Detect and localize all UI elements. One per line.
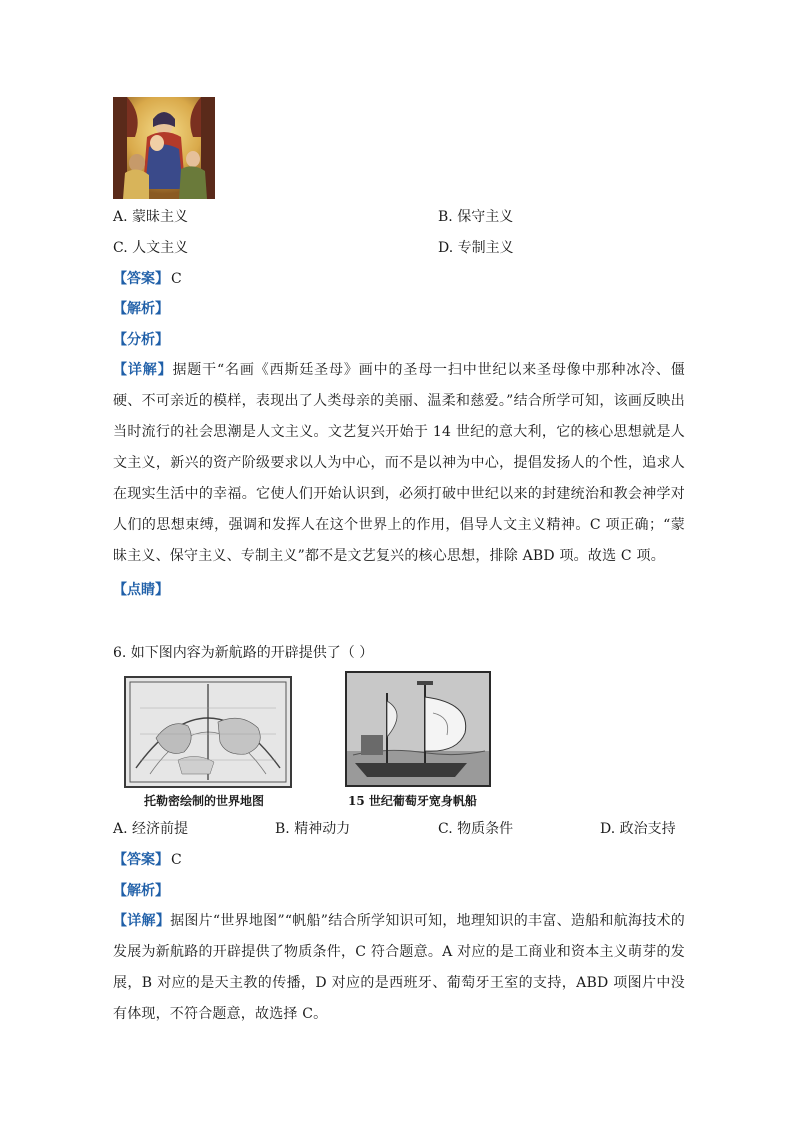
- world-map-image: [124, 676, 292, 788]
- madonna-painting-icon: [113, 97, 215, 199]
- q6-option-b: B. 精神动力: [275, 821, 351, 837]
- q6-answer-value: C: [171, 852, 182, 868]
- q5-analysis-label: 【解析】: [113, 301, 169, 317]
- q5-option-b: B. 保守主义: [438, 209, 514, 225]
- q5-option-d: D. 专制主义: [438, 240, 514, 256]
- q6-answer: [113, 850, 182, 870]
- q5-answer-label: 【答案】: [113, 271, 169, 287]
- world-map-icon: [126, 678, 290, 786]
- q5-detail-paragraph: [113, 355, 685, 572]
- q6-detail-paragraph: [113, 906, 685, 1030]
- q6-analysis-label: 【解析】: [113, 883, 169, 899]
- sailing-ship-image: [345, 671, 491, 787]
- ship-caption: 15 世纪葡萄牙宽身帆船: [348, 794, 477, 808]
- q6-option-a: A. 经济前提: [113, 821, 189, 837]
- q5-option-c: C. 人文主义: [113, 240, 189, 256]
- q5-detail-text: 据题干“名画《西斯廷圣母》画中的圣母一扫中世纪以来圣母像中那种冰冷、僵硬、不可亲近的模样，表现出了人类母亲的美丽、温柔和慈爱。”结合所学可知，该画反映出当时流行的社会思潮是人文主义。文艺复兴开始于 14 世纪的意大利，它的核心思想就是人文主义，新兴的资产阶级要求以人为中心，而不是以神为中心，提倡发扬人的个性，追求人在现实生活中的幸福。它使人们开始认识到，必须打破中世纪以来的封建统治和教会神学对人们的思想束缚，强调和发挥人在这个世界上的作用，倡导人文主义精神。C 项正确；“蒙昧主义、保守主义、专制主义”都不是文艺复兴的核心思想，排除 ABD 项。故选 C 项。: [113, 362, 685, 564]
- q5-answer-value: C: [171, 271, 182, 287]
- q5-detail-label: 【详解】: [113, 362, 173, 378]
- madonna-painting-image: [113, 97, 215, 199]
- q5-option-a: A. 蒙昧主义: [113, 209, 189, 225]
- q6-detail-text: 据图片“世界地图”“帆船”结合所学知识可知，地理知识的丰富、造船和航海技术的发展为新航路的开辟提供了物质条件，C 符合题意。A 对应的是工商业和资本主义萌芽的发展，B 对应的是天主教的传播，D 对应的是西班牙、葡萄牙王室的支持，ABD 项图片中没有体现，不符合题意，故选择 C。: [113, 913, 685, 1022]
- q6-answer-label: 【答案】: [113, 852, 169, 868]
- q5-answer: [113, 269, 182, 289]
- q6-option-c: C. 物质条件: [438, 821, 514, 837]
- q6-detail-label: 【详解】: [113, 913, 171, 929]
- q5-dianjing-label: 【点睛】: [113, 582, 169, 598]
- q6-option-d: D. 政治支持: [600, 821, 676, 837]
- q5-fenxi-label: 【分析】: [113, 332, 169, 348]
- map-caption: 托勒密绘制的世界地图: [144, 794, 265, 808]
- q6-question: 6. 如下图内容为新航路的开辟提供了（ ）: [113, 645, 374, 661]
- sailing-ship-icon: [347, 673, 489, 785]
